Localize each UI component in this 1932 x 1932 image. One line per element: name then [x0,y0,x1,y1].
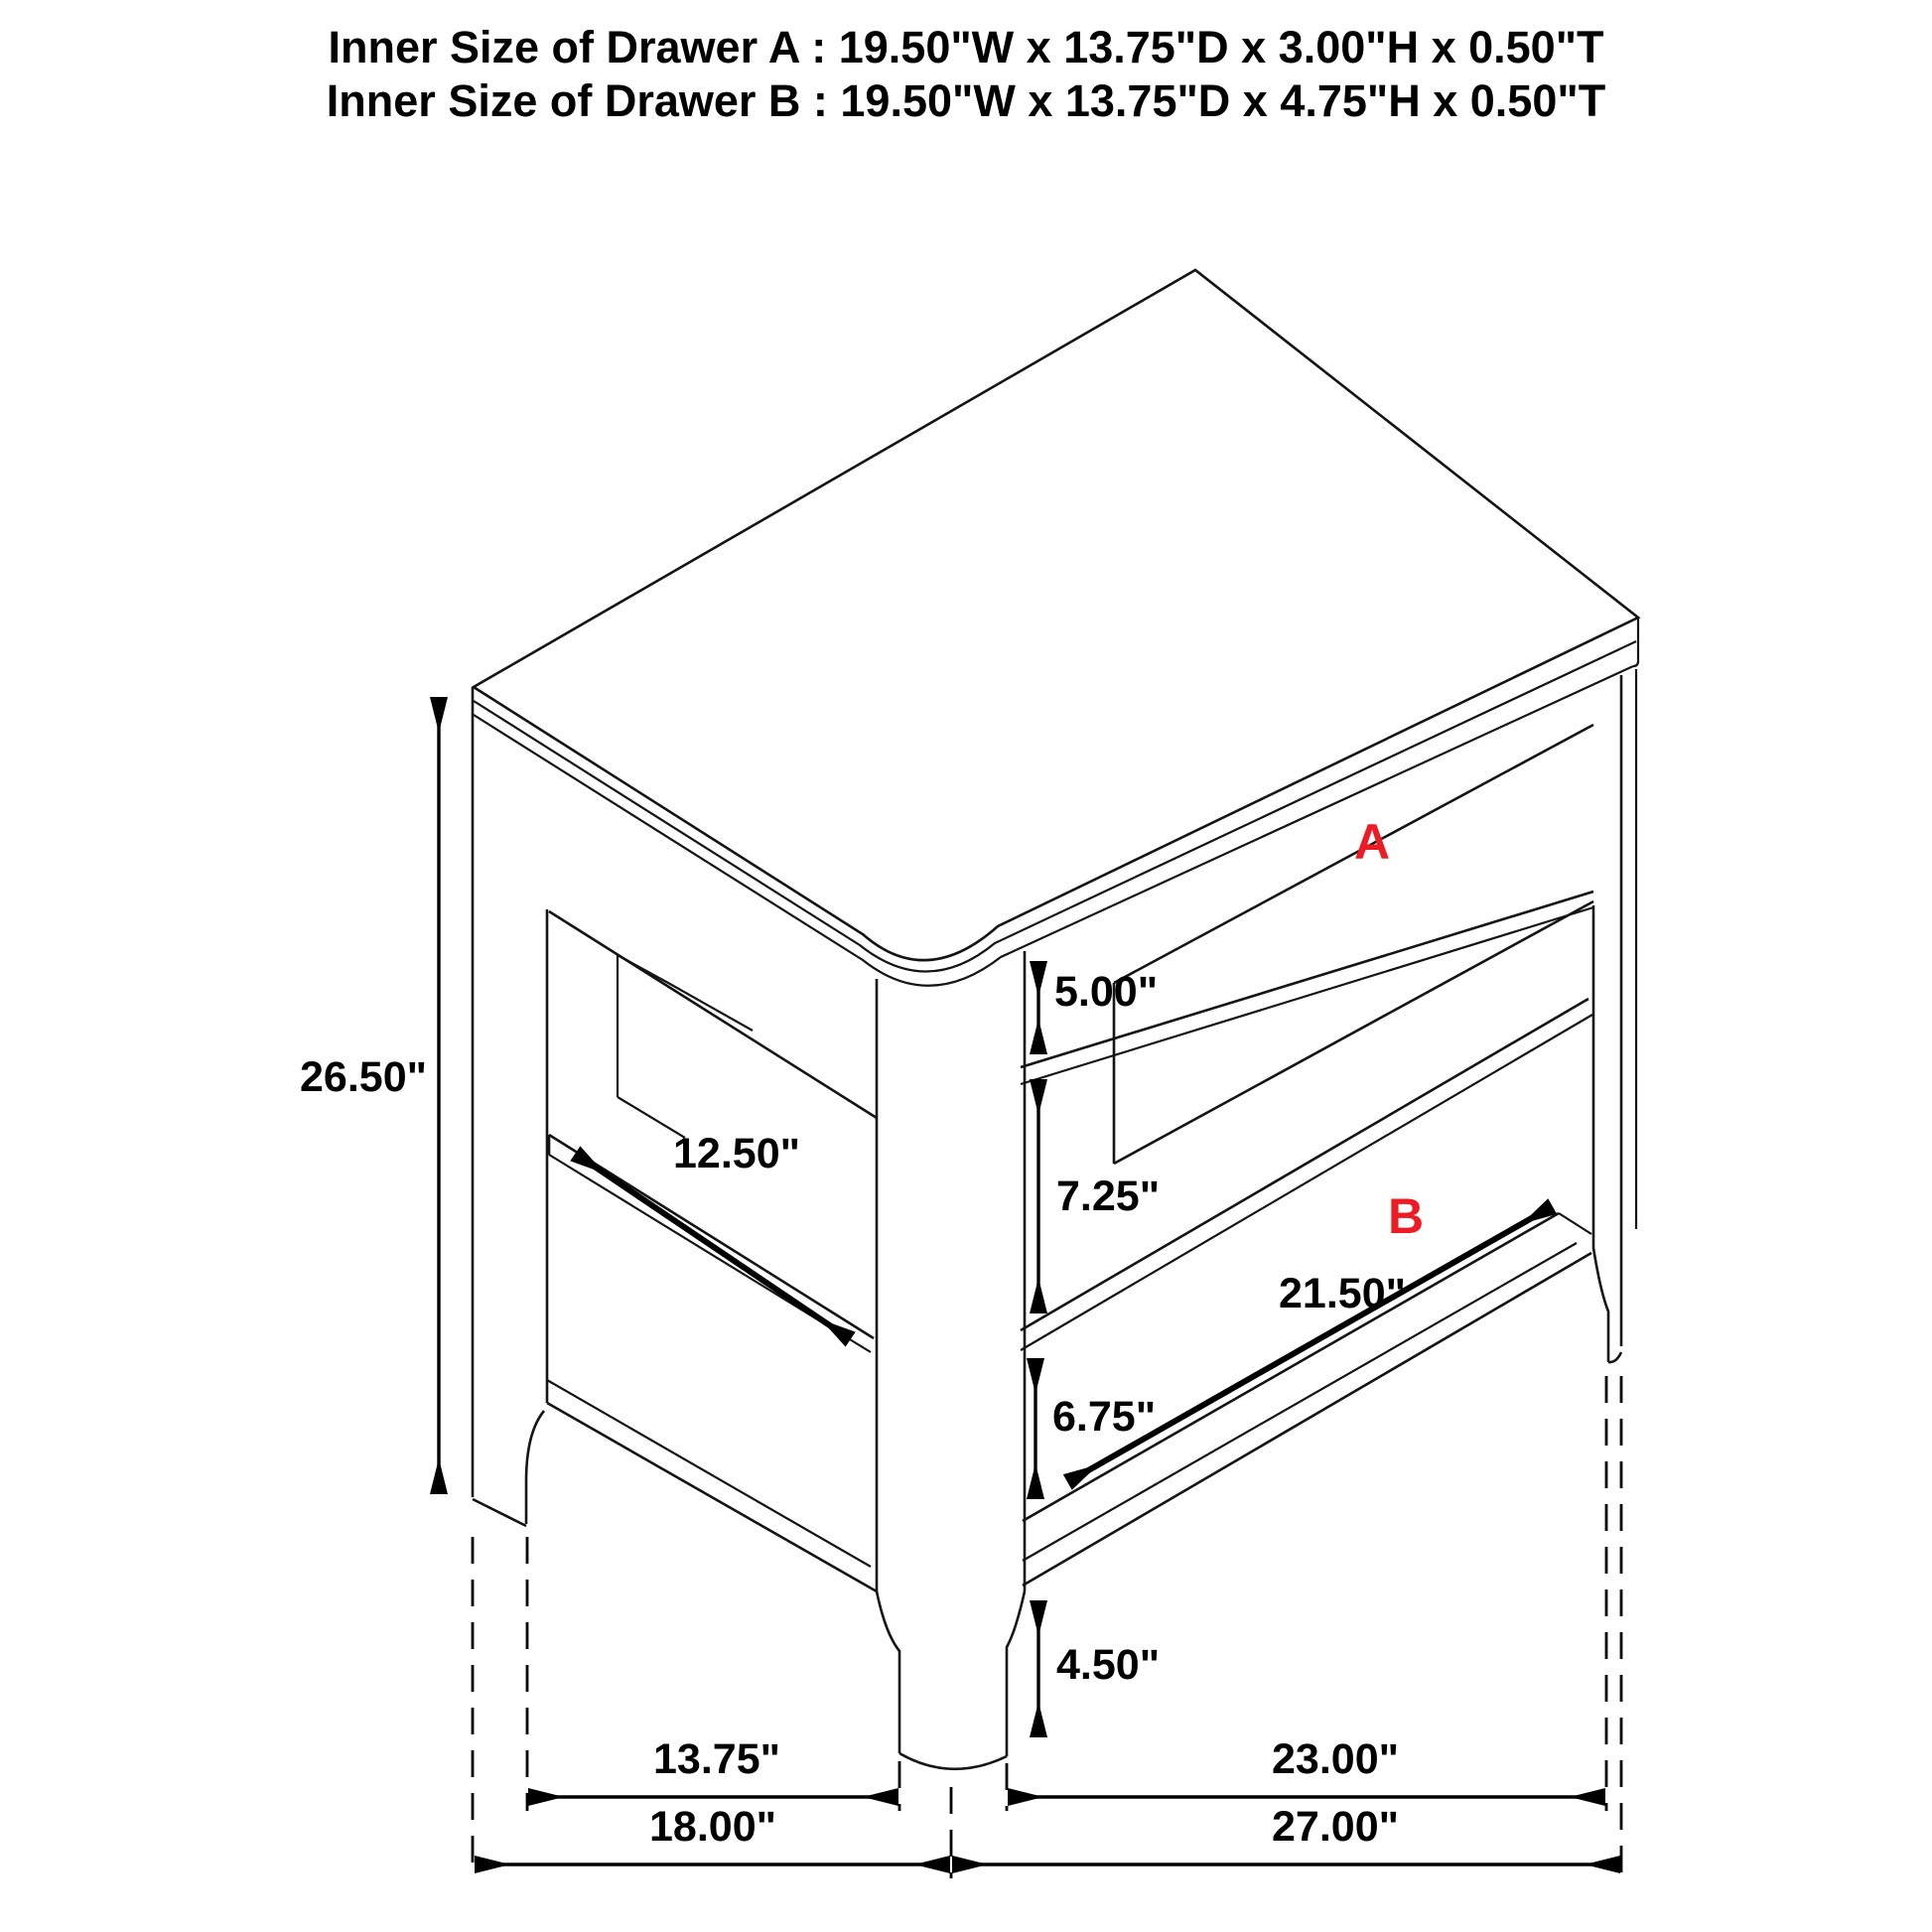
extension-lines [473,1376,1621,1878]
drawer-a-label: A [1353,814,1391,870]
dim-opening-middle: 7.25" [1056,1173,1161,1220]
dim-inner-span-right: 23.00" [1272,1735,1399,1783]
drawer-b-label: B [1387,1188,1425,1244]
dim-overall-height: 26.50" [300,1053,427,1101]
body-right-face [877,669,1636,1591]
dim-overall-width: 27.00" [1272,1803,1399,1851]
dim-inner-span-left: 13.75" [653,1735,780,1783]
dim-shelf-depth: 12.50" [673,1130,800,1177]
dim-overall-depth: 18.00" [649,1803,776,1851]
dim-opening-top: 5.00" [1054,968,1159,1016]
title-drawer-a: Inner Size of Drawer A : 19.50"W x 13.75"D x 3.00"H x 0.50"T [328,22,1604,72]
dim-drawer-b-front: 6.75" [1052,1393,1157,1441]
dim-drawer-b-width: 21.50" [1279,1270,1406,1317]
front-leg [877,1591,1025,1769]
tabletop [474,270,1638,986]
dim-leg-height: 4.50" [1056,1641,1161,1689]
title-drawer-b: Inner Size of Drawer B : 19.50"W x 13.75"D x 4.75"H x 0.50"T [326,75,1606,126]
